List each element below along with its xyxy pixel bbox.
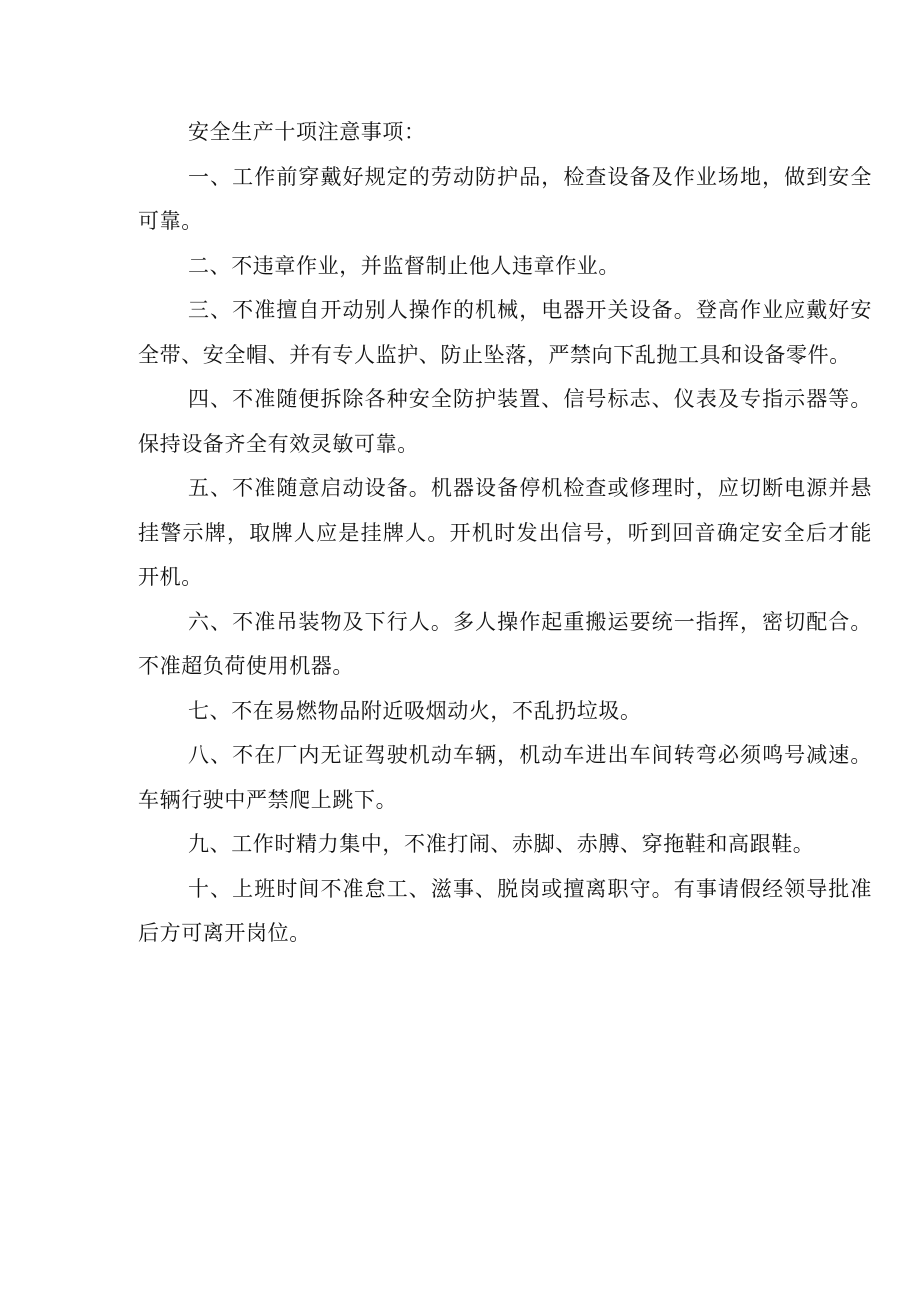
rule-item-5: 五、不准随意启动设备。机器设备停机检查或修理时，应切断电源并悬挂警示牌，取牌人应是挂牌人。开机时发出信号，听到回音确定安全后才能开机。 xyxy=(138,476,872,589)
rule-item-6: 六、不准吊装物及下行人。多人操作起重搬运要统一指挥，密切配合。不准超负荷使用机器。 xyxy=(138,609,872,678)
rule-item-2: 二、不违章作业，并监督制止他人违章作业。 xyxy=(188,253,620,278)
rule-item-9: 九、工作时精力集中，不准打闹、赤脚、赤膊、穿拖鞋和高跟鞋。 xyxy=(188,832,815,856)
rule-item-3: 三、不准擅自开动别人操作的机械，电器开关设备。登高作业应戴好安全带、安全帽、并有专人监护、防止坠落，严禁向下乱抛工具和设备零件。 xyxy=(138,298,872,367)
rule-item-4: 四、不准随便拆除各种安全防护装置、信号标志、仪表及专指示器等。保持设备齐全有效灵敏可靠。 xyxy=(138,387,872,456)
rule-item-7: 七、不在易燃物品附近吸烟动火，不乱扔垃圾。 xyxy=(188,698,642,723)
document-heading: 安全生产十项注意事项： xyxy=(188,120,426,144)
rule-item-1: 一、工作前穿戴好规定的劳动防护品，检查设备及作业场地，做到安全可靠。 xyxy=(138,164,872,233)
rule-item-8: 八、不在厂内无证驾驶机动车辆，机动车进出车间转弯必须鸣号减速。车辆行驶中严禁爬上跳下。 xyxy=(138,743,872,812)
rule-item-10: 十、上班时间不准怠工、滋事、脱岗或擅离职守。有事请假经领导批准后方可离开岗位。 xyxy=(138,876,872,945)
document-body xyxy=(138,110,872,956)
